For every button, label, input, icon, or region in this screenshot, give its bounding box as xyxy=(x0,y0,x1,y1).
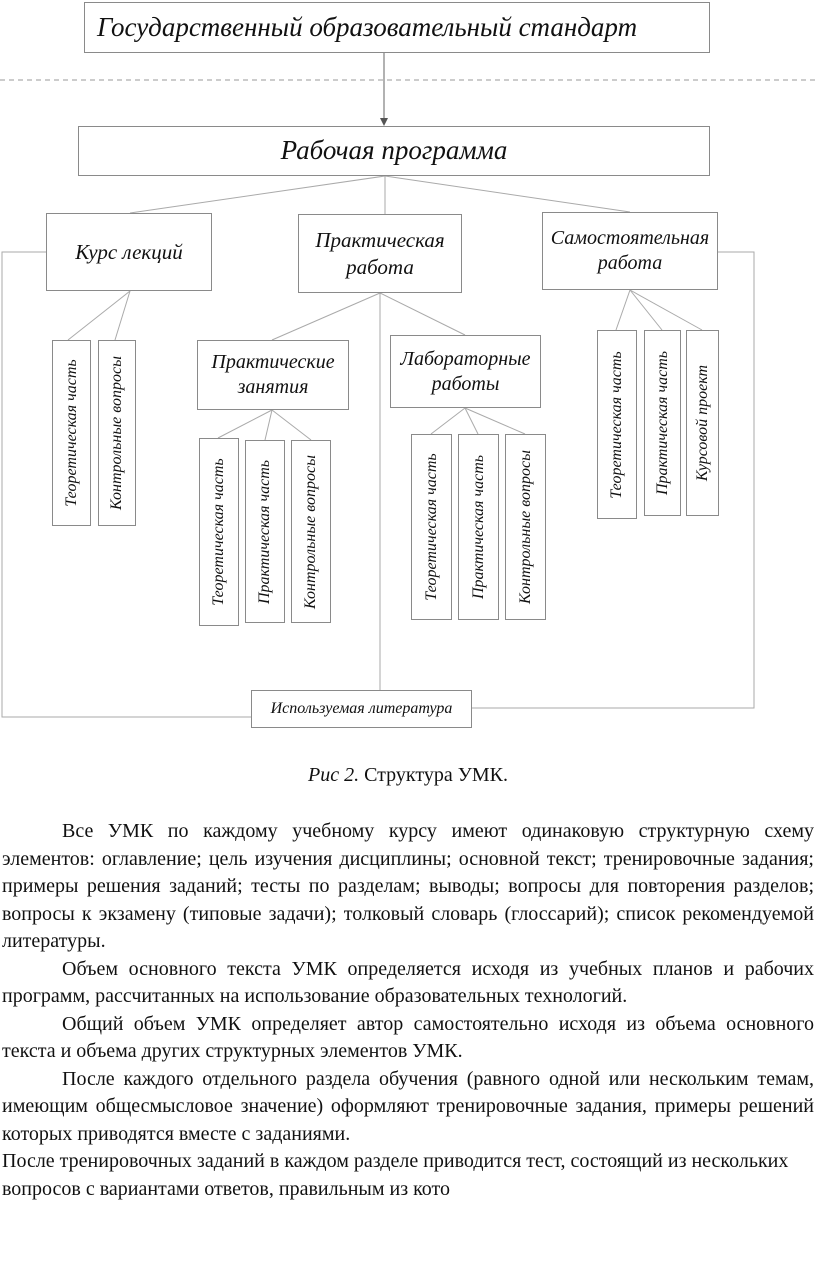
caption-label: Рис 2. xyxy=(308,764,360,786)
classes-questions-label: Контрольные вопросы xyxy=(302,454,319,609)
paragraph: Все УМК по каждому учебному курсу имеют одинаковую структурную схему элементов: оглавление; цель изучения дисциплины; основной текст; тренировочные задания; примеры решения заданий; тесты по разделам; выводы; вопросы для повторения разделов; вопросы к экзамену (типовые задачи); толковый словарь (глоссарий); список рекомендуемой литературы. xyxy=(2,820,814,952)
labs-label: Лабораторные работы xyxy=(400,347,531,395)
practical-work-label: Практическая работа xyxy=(315,228,445,279)
self-practice-box xyxy=(644,330,681,516)
classes-practice-label: Практическая часть xyxy=(256,459,273,604)
lectures-theory-box xyxy=(52,340,91,526)
lectures-label: Курс лекций xyxy=(75,239,183,264)
body-text xyxy=(2,818,814,1203)
standard-box xyxy=(84,2,710,53)
labs-practice-box xyxy=(458,434,499,620)
caption-text: Структура УМК. xyxy=(364,764,508,786)
lectures-box xyxy=(46,213,212,291)
classes-practice-box xyxy=(245,440,285,623)
literature-box xyxy=(251,690,472,728)
labs-theory-label: Теоретическая часть xyxy=(422,453,440,601)
practical-work-box xyxy=(298,214,462,293)
literature-label: Используемая литература xyxy=(270,700,453,717)
classes-theory-box xyxy=(199,438,239,626)
self-theory-label: Теоретическая часть xyxy=(608,350,625,499)
classes-theory-label: Теоретическая часть xyxy=(210,458,227,606)
self-project-box xyxy=(686,330,719,516)
self-project-label: Курсовой проект xyxy=(693,364,711,482)
self-work-box xyxy=(542,212,718,290)
figure-caption xyxy=(0,764,816,787)
classes-questions-box xyxy=(291,440,331,623)
self-work-label: Самостоятельная работа xyxy=(550,227,710,274)
lectures-questions-label: Контрольные вопросы xyxy=(108,356,125,510)
labs-questions-box xyxy=(505,434,546,620)
labs-box xyxy=(390,335,541,408)
labs-theory-box xyxy=(411,434,452,620)
paragraph: Общий объем УМК определяет автор самостоятельно исходя из объема основного текста и объема других структурных элементов УМК. xyxy=(2,1012,814,1062)
self-practice-label: Практическая часть xyxy=(653,350,671,496)
paragraph: После тренировочных заданий в каждом разделе приводится тест, состоящий из нескольких вопросов с вариантами ответов, правильным из кото xyxy=(2,1150,789,1200)
paragraph: Объем основного текста УМК определяется исходя из учебных планов и рабочих программ, рассчитанных на использование образовательных технологий. xyxy=(2,957,814,1007)
practical-classes-box xyxy=(197,340,349,410)
labs-practice-label: Практическая часть xyxy=(469,454,487,600)
self-theory-box xyxy=(597,330,637,519)
labs-questions-label: Контрольные вопросы xyxy=(516,450,534,604)
work-program-box xyxy=(78,126,710,176)
paragraph: После каждого отдельного раздела обучения (равного одной или нескольким темам, имеющим общесмысловое значение) оформляют тренировочные задания, примеры решений которых приводятся вместе с заданиями. xyxy=(2,1067,814,1145)
work-program-label: Рабочая программа xyxy=(280,135,508,166)
lectures-theory-label: Теоретическая часть xyxy=(62,359,80,507)
lectures-questions-box xyxy=(98,340,136,526)
practical-classes-label: Практические занятия xyxy=(211,351,335,398)
standard-label: Государственный образовательный стандарт xyxy=(97,11,638,42)
